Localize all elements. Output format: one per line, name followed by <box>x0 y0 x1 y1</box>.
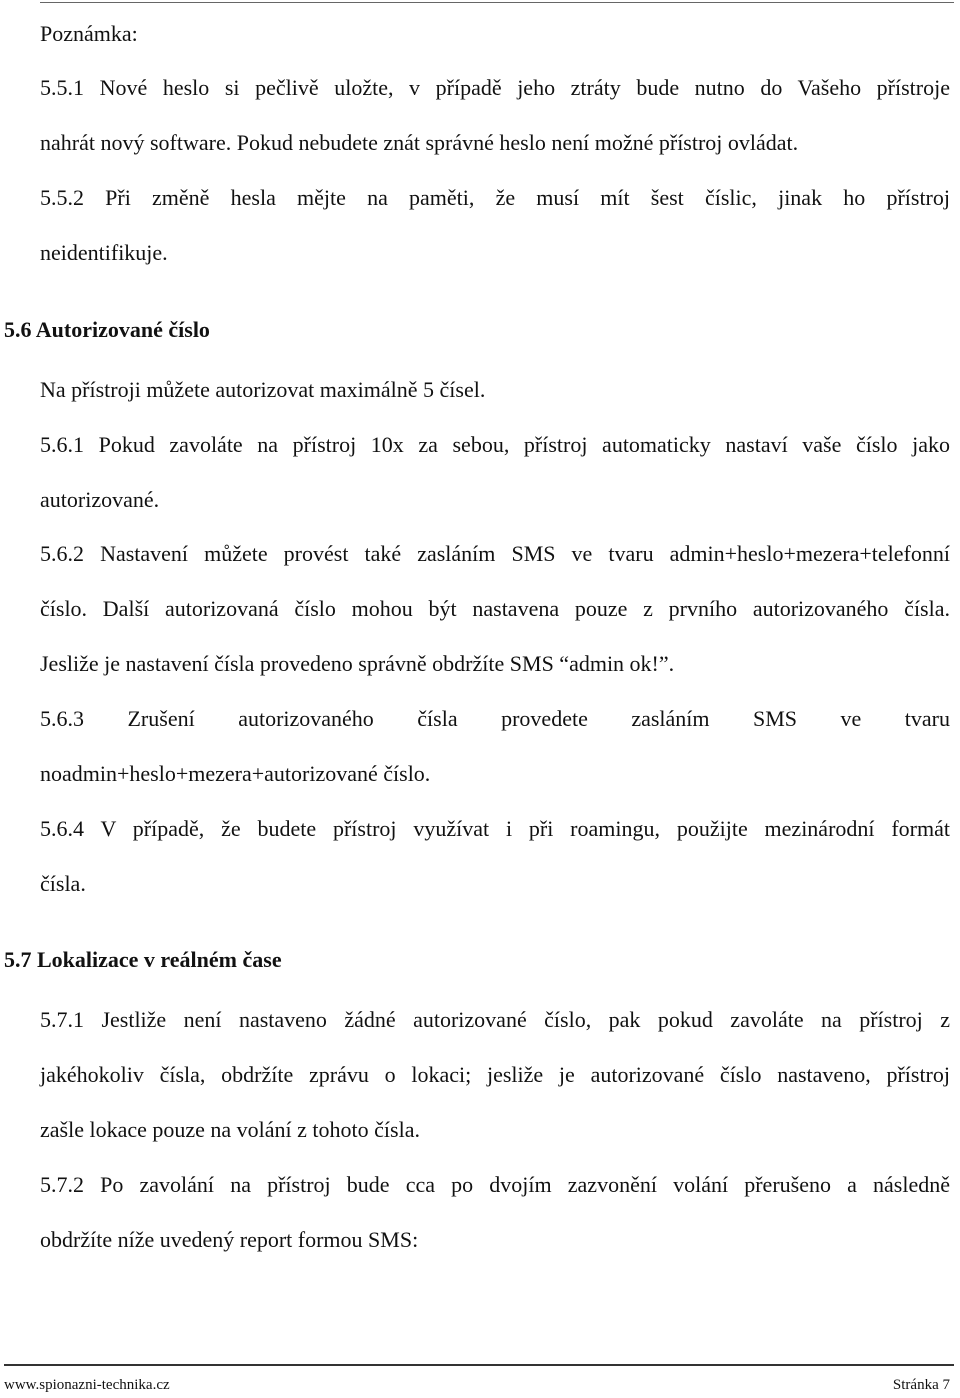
paragraph-5-6-2-line-3: Jesliže je nastavení čísla provedeno správně obdržíte SMS “admin ok!”. <box>40 651 675 676</box>
footer-rule <box>4 1364 954 1366</box>
section-heading-5-7: 5.7 Lokalizace v reálném čase <box>4 947 282 972</box>
paragraph-5-7-1-line-2: jakéhokoliv čísla, obdržíte zprávu o lokaci; jesliže je autorizované číslo nastaveno, přístroj <box>40 1062 950 1087</box>
paragraph-5-5-2-line-1: 5.5.2 Při změně hesla mějte na paměti, že musí mít šest číslic, jinak ho přístroj <box>40 185 950 210</box>
footer-page-number: Stránka 7 <box>892 1377 950 1393</box>
paragraph-5-5-1-line-1: 5.5.1 Nové heslo si pečlivě uložte, v případě jeho ztráty bude nutno do Vašeho přístroje <box>40 75 950 100</box>
paragraph-5-7-1-line-3: zašle lokace pouze na volání z tohoto čísla. <box>40 1117 420 1142</box>
paragraph-5-5-1-line-2: nahrát nový software. Pokud nebudete znát správné heslo není možné přístroj ovládat. <box>40 130 799 155</box>
paragraph-5-6-4-line-1: 5.6.4 V případě, že budete přístroj využívat i při roamingu, použijte mezinárodní formát <box>40 816 950 841</box>
paragraph-5-6-3-line-1: 5.6.3 Zrušení autorizovaného čísla provedete zasláním SMS ve tvaru <box>40 706 950 731</box>
paragraph-5-6-intro: Na přístroji můžete autorizovat maximálně 5 čísel. <box>40 377 486 402</box>
paragraph-5-6-1-line-1: 5.6.1 Pokud zavoláte na přístroj 10x za sebou, přístroj automaticky nastaví vaše číslo jako <box>40 432 950 457</box>
note-label: Poznámka: <box>40 21 138 46</box>
footer-website: www.spionazni-technika.cz <box>4 1377 170 1393</box>
paragraph-5-7-2-line-2: obdržíte níže uvedený report formou SMS: <box>40 1227 419 1252</box>
paragraph-5-6-4-line-2: čísla. <box>40 871 86 896</box>
top-rule <box>40 2 954 3</box>
paragraph-5-5-2-line-2: neidentifikuje. <box>40 240 168 265</box>
paragraph-5-7-2-line-1: 5.7.2 Po zavolání na přístroj bude cca po dvojím zazvonění volání přerušeno a následně <box>40 1172 950 1197</box>
paragraph-5-6-3-line-2: noadmin+heslo+mezera+autorizované číslo. <box>40 761 431 786</box>
section-heading-5-6: 5.6 Autorizované číslo <box>4 317 210 342</box>
paragraph-5-6-1-line-2: autorizované. <box>40 487 160 512</box>
paragraph-5-6-2-line-1: 5.6.2 Nastavení můžete provést také zasláním SMS ve tvaru admin+heslo+mezera+telefonní <box>40 541 950 566</box>
paragraph-5-7-1-line-1: 5.7.1 Jestliže není nastaveno žádné autorizované číslo, pak pokud zavoláte na přístroj z <box>40 1007 950 1032</box>
paragraph-5-6-2-line-2: číslo. Další autorizovaná číslo mohou být nastavena pouze z prvního autorizovaného čísla. <box>40 596 950 621</box>
